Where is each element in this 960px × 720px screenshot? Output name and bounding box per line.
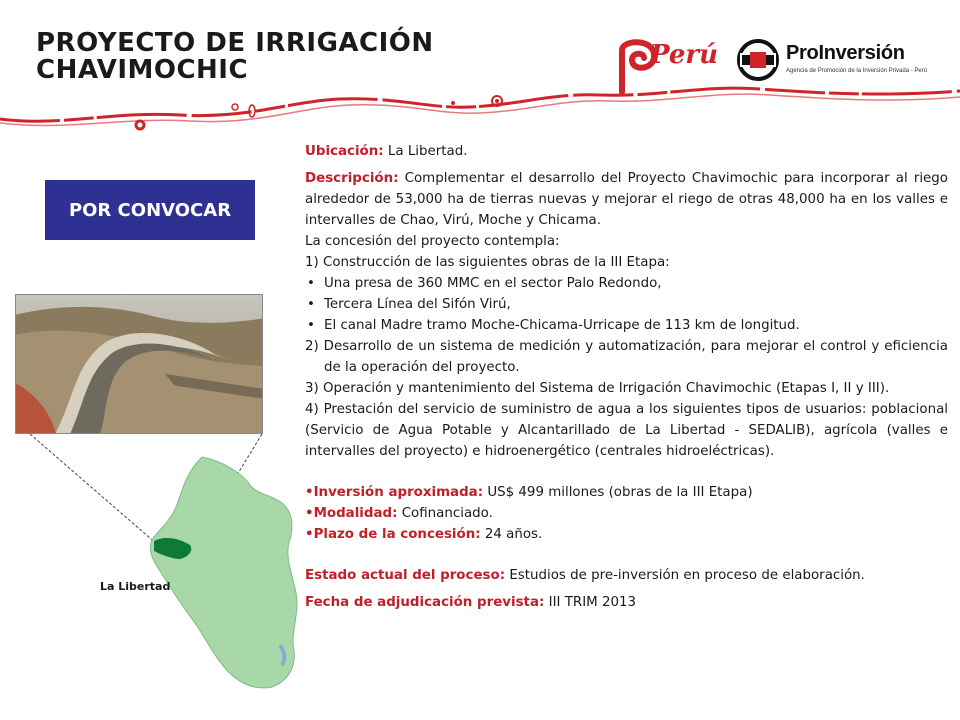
canal-photo xyxy=(15,294,263,434)
item-4: 4) Prestación del servicio de suministro de agua a los siguientes tipos de usuarios: poblacional (Servicio de Agua Potable y Alcantarillado de La Libertad - SEDALIB), agrícola (valles e intervalles del proyecto) e hidroenergético (centrales hidroeléctricas). xyxy=(305,402,948,459)
modalidad-label: Modalidad: xyxy=(313,506,398,521)
plazo-row xyxy=(305,524,948,545)
plazo-label: Plazo de la concesión: xyxy=(313,527,481,542)
summary-list xyxy=(305,482,948,545)
item-1: 1) Construcción de las siguientes obras de la III Etapa: xyxy=(305,255,670,270)
ubicacion-value: La Libertad. xyxy=(383,144,468,159)
inversion-value: US$ 499 millones (obras de la III Etapa) xyxy=(483,485,753,500)
item-3: 3) Operación y mantenimiento del Sistema de Irrigación Chavimochic (Etapas I, II y III). xyxy=(305,381,890,396)
proinversion-tagline: Agencia de Promoción de la Inversión Privada - Perú xyxy=(786,68,928,74)
inversion-row xyxy=(305,482,948,503)
project-description xyxy=(305,141,948,613)
concesion-intro: La concesión del proyecto contempla: xyxy=(305,234,560,249)
inversion-label: Inversión aproximada: xyxy=(313,485,484,500)
title-line-2: CHAVIMOCHIC xyxy=(36,55,249,85)
modalidad-value: Cofinanciado. xyxy=(397,506,493,521)
fecha-value: III TRIM 2013 xyxy=(544,595,637,610)
descripcion-label: Descripción: xyxy=(305,171,399,186)
proinversion-logo-text: ProInversión xyxy=(786,42,905,64)
list-item: • El canal Madre tramo Moche-Chicama-Urricape de 113 km de longitud. xyxy=(305,315,948,336)
estado-label: Estado actual del proceso: xyxy=(305,568,506,583)
fecha-label: Fecha de adjudicación prevista: xyxy=(305,595,545,610)
peru-logo-text: Perú xyxy=(650,40,718,70)
fecha-row xyxy=(305,592,948,613)
descripcion-row xyxy=(305,168,948,231)
item-2: 2) Desarrollo de un sistema de medición y automatización, para mejorar el control y eficiencia de la operación del proyecto. xyxy=(305,339,948,375)
plazo-value: 24 años. xyxy=(480,527,543,542)
descripcion-value: Complementar el desarrollo del Proyecto Chavimochic para incorporar al riego alrededor de 53,000 ha de tierras nuevas y mejorar el riego de otras 48,000 ha en los valles e intervalles de Chao, Virú, Moche y Chicama. xyxy=(305,171,948,228)
status-badge: POR CONVOCAR xyxy=(45,180,255,240)
map-region-label: La Libertad xyxy=(100,580,171,593)
title-line-1: PROYECTO DE IRRIGACIÓN xyxy=(36,28,434,58)
obras-bullet-list xyxy=(305,273,948,336)
estado-value: Estudios de pre-inversión en proceso de elaboración. xyxy=(505,568,865,583)
modalidad-row xyxy=(305,503,948,524)
peru-map xyxy=(132,455,300,690)
list-item: • Una presa de 360 MMC en el sector Palo Redondo, xyxy=(305,273,948,294)
ubicacion-row xyxy=(305,141,948,162)
list-item: • Tercera Línea del Sifón Virú, xyxy=(305,294,948,315)
estado-row xyxy=(305,565,948,586)
ubicacion-label: Ubicación: xyxy=(305,144,384,159)
